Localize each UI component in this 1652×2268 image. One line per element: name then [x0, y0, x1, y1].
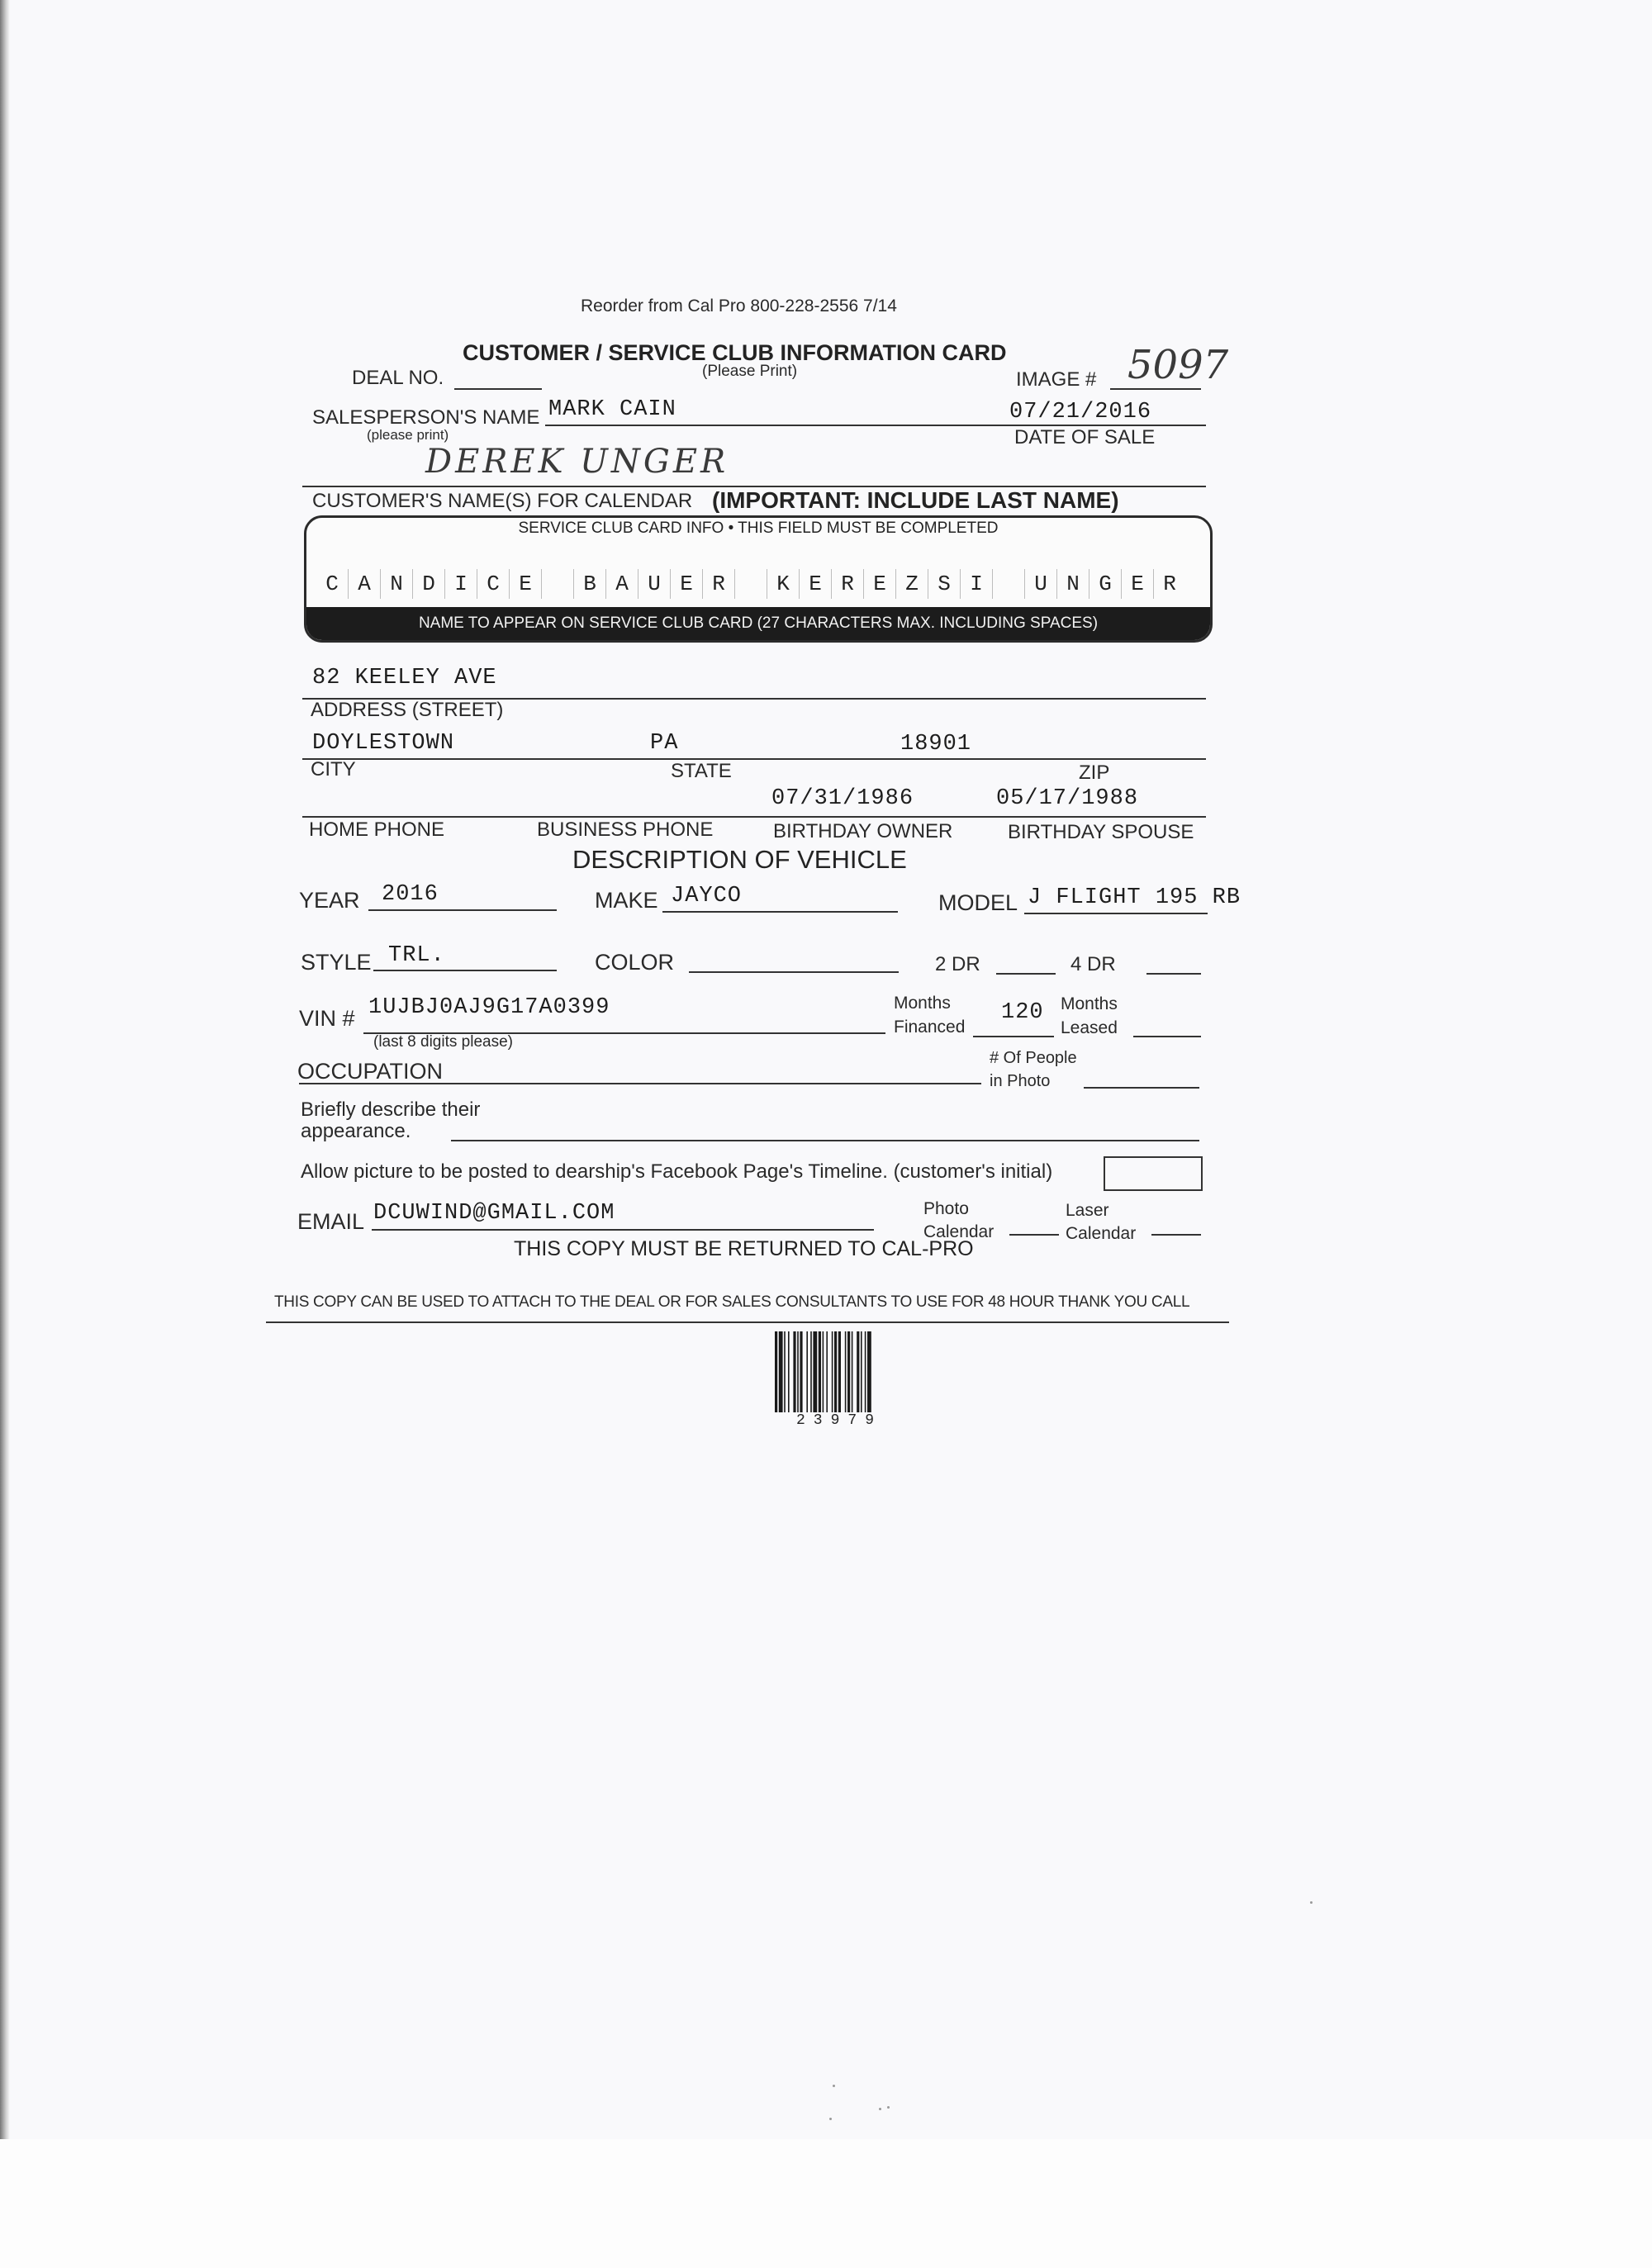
zip-label: ZIP	[1079, 762, 1110, 784]
barcode-bar	[867, 1331, 871, 1412]
form-title: CUSTOMER / SERVICE CLUB INFORMATION CARD	[463, 340, 1007, 365]
model-value[interactable]: J FLIGHT 195 RB	[1028, 885, 1241, 910]
service-card-letter-cell[interactable]: C	[477, 569, 509, 599]
make-line	[662, 911, 898, 913]
laser-calendar-label-2: Calendar	[1066, 1224, 1137, 1243]
service-card-letter-cell[interactable]: Z	[895, 569, 928, 599]
service-card-letter-cell[interactable]: A	[605, 569, 638, 599]
make-value[interactable]: JAYCO	[671, 884, 743, 909]
color-label: COLOR	[595, 950, 675, 975]
scan-bottom-band	[0, 2139, 1652, 2268]
barcode-bar	[852, 1331, 853, 1412]
barcode-bar	[857, 1331, 859, 1412]
service-card-letter-row[interactable]	[316, 569, 1185, 599]
barcode-bar	[779, 1331, 783, 1412]
email-line	[372, 1229, 874, 1231]
service-club-card	[304, 515, 1213, 643]
year-label: YEAR	[299, 888, 360, 913]
city-label: CITY	[311, 758, 356, 781]
customer-initial-box[interactable]	[1104, 1156, 1203, 1191]
barcode-bar	[797, 1331, 799, 1412]
deal-no-label: DEAL NO.	[352, 367, 444, 389]
email-value[interactable]: DCUWIND@GMAIL.COM	[373, 1201, 615, 1226]
address-value[interactable]: 82 KEELEY AVE	[312, 666, 497, 690]
barcode-bar	[813, 1331, 817, 1412]
barcode-bar	[800, 1331, 802, 1412]
appearance-label-2: appearance.	[301, 1120, 411, 1142]
service-card-letter-cell[interactable]: D	[412, 569, 444, 599]
please-print-note: (Please Print)	[702, 363, 798, 380]
business-phone-label: BUSINESS PHONE	[537, 818, 714, 841]
home-phone-label: HOME PHONE	[309, 818, 445, 841]
barcode-bar	[823, 1331, 824, 1412]
service-card-letter-cell[interactable]: U	[638, 569, 670, 599]
service-card-letter-cell[interactable]: R	[831, 569, 863, 599]
barcode-bar	[775, 1331, 777, 1412]
barcode-bar	[806, 1331, 808, 1412]
appearance-label-1: Briefly describe their	[301, 1098, 481, 1121]
laser-calendar-label-1: Laser	[1066, 1201, 1109, 1220]
four-door-line[interactable]	[1146, 973, 1201, 975]
vehicle-heading: DESCRIPTION OF VEHICLE	[572, 845, 907, 874]
salesperson-label: SALESPERSON'S NAME	[312, 406, 540, 429]
scan-speck	[829, 2118, 832, 2120]
birthday-owner-value[interactable]: 07/31/1986	[771, 786, 914, 811]
vin-value[interactable]: 1UJBJ0AJ9G17A0399	[368, 995, 610, 1020]
photo-calendar-line[interactable]	[1009, 1234, 1059, 1236]
months-financed-value[interactable]: 120	[1001, 1000, 1044, 1025]
service-card-letter-cell[interactable]: A	[348, 569, 380, 599]
months-leased-line	[1133, 1036, 1201, 1037]
style-value[interactable]: TRL.	[388, 943, 445, 968]
barcode-bar	[793, 1331, 795, 1412]
scan-speck	[1310, 1901, 1313, 1904]
barcode	[775, 1331, 904, 1412]
service-card-letter-cell[interactable]: N	[1056, 569, 1089, 599]
service-card-letter-cell[interactable]: S	[928, 569, 960, 599]
barcode-number: 23979	[795, 1412, 882, 1429]
color-line	[689, 971, 899, 973]
scan-speck	[879, 2108, 881, 2110]
service-card-letter-cell[interactable]: E	[799, 569, 831, 599]
service-card-letter-cell[interactable]: B	[573, 569, 605, 599]
return-note: THIS COPY MUST BE RETURNED TO CAL-PRO	[514, 1237, 974, 1260]
barcode-bar	[847, 1331, 850, 1412]
service-card-letter-cell[interactable]	[734, 569, 767, 599]
scan-speck	[833, 2085, 835, 2087]
style-line	[373, 970, 557, 971]
footer-line	[266, 1321, 1229, 1323]
service-card-letter-cell[interactable]: E	[1121, 569, 1153, 599]
address-label: ADDRESS (STREET)	[311, 699, 504, 721]
scan-speck	[887, 2106, 890, 2109]
barcode-bar	[784, 1331, 786, 1412]
laser-calendar-line[interactable]	[1151, 1234, 1201, 1236]
service-card-letter-cell[interactable]: K	[767, 569, 799, 599]
deal-no-line	[454, 388, 542, 390]
phones-line	[302, 816, 1206, 818]
birthday-spouse-value[interactable]: 05/17/1988	[996, 786, 1139, 811]
model-line	[1024, 913, 1208, 914]
scan-edge-shadow	[0, 0, 10, 2268]
barcode-bar	[834, 1331, 837, 1412]
salesperson-sublabel: (please print)	[367, 427, 449, 443]
barcode-bar	[819, 1331, 821, 1412]
city-line	[302, 758, 1206, 760]
email-label: EMAIL	[297, 1209, 365, 1234]
state-value[interactable]: PA	[650, 731, 679, 756]
service-card-title: SERVICE CLUB CARD INFO • THIS FIELD MUST BE COMPLETED	[518, 520, 999, 537]
barcode-bar	[861, 1331, 862, 1412]
customer-names-handwritten[interactable]: DEREK UNGER	[425, 443, 729, 481]
service-card-letter-cell[interactable]: U	[1024, 569, 1056, 599]
barcode-bar	[810, 1331, 812, 1412]
date-of-sale-value[interactable]: 07/21/2016	[1009, 400, 1152, 425]
barcode-bar	[838, 1331, 841, 1412]
occupation-line	[299, 1083, 981, 1084]
image-no-line	[1110, 388, 1201, 390]
service-card-letter-cell[interactable]: I	[960, 569, 992, 599]
barcode-bar	[865, 1331, 866, 1412]
salesperson-value[interactable]: MARK CAIN	[548, 397, 676, 422]
image-no-label: IMAGE #	[1016, 368, 1097, 391]
months-financed-line	[973, 1036, 1054, 1037]
service-card-footer: NAME TO APPEAR ON SERVICE CLUB CARD (27 CHARACTERS MAX. INCLUDING SPACES)	[306, 607, 1210, 640]
make-label: MAKE	[595, 888, 658, 913]
months-financed-label-1: Months	[894, 994, 951, 1013]
barcode-bar	[845, 1331, 847, 1412]
service-card-letter-cell[interactable]: G	[1089, 569, 1121, 599]
customer-names-important: (IMPORTANT: INCLUDE LAST NAME)	[712, 487, 1119, 513]
reorder-note: Reorder from Cal Pro 800-228-2556 7/14	[581, 297, 897, 316]
image-no-value[interactable]: 5097	[1127, 342, 1229, 388]
two-door-label: 2 DR	[935, 953, 980, 975]
customer-names-label: CUSTOMER'S NAME(S) FOR CALENDAR	[312, 490, 693, 512]
style-label: STYLE	[301, 950, 372, 975]
vin-label: VIN #	[299, 1006, 355, 1031]
model-label: MODEL	[938, 890, 1018, 915]
service-card-letter-cell[interactable]: E	[509, 569, 541, 599]
service-card-letter-cell[interactable]	[541, 569, 573, 599]
occupation-label: OCCUPATION	[297, 1059, 444, 1084]
people-in-photo-line	[1084, 1087, 1199, 1089]
people-in-photo-label-1: # Of People	[990, 1049, 1077, 1067]
service-card-letter-cell[interactable]: E	[670, 569, 702, 599]
vin-note: (last 8 digits please)	[373, 1033, 513, 1051]
two-door-line[interactable]	[996, 973, 1056, 975]
birthday-spouse-label: BIRTHDAY SPOUSE	[1008, 821, 1194, 843]
service-card-letter-cell[interactable]: C	[325, 572, 339, 596]
barcode-bar	[788, 1331, 790, 1412]
zip-value[interactable]: 18901	[900, 732, 972, 757]
service-card-letter-cell[interactable]: N	[380, 569, 412, 599]
barcode-bar	[826, 1331, 828, 1412]
service-card-letter-cell[interactable]	[992, 569, 1024, 599]
service-card-letter-cell[interactable]: I	[444, 569, 477, 599]
appearance-line	[451, 1140, 1199, 1141]
service-card-letter-cell[interactable]: R	[1153, 569, 1185, 599]
facebook-permission-text: Allow picture to be posted to dearship's Facebook Page's Timeline. (customer's initial)	[301, 1160, 1053, 1183]
city-value[interactable]: DOYLESTOWN	[312, 731, 455, 756]
birthday-owner-label: BIRTHDAY OWNER	[773, 820, 953, 842]
barcode-bar	[832, 1331, 833, 1412]
months-financed-label-2: Financed	[894, 1018, 966, 1037]
photo-calendar-label-1: Photo	[923, 1199, 969, 1218]
months-leased-label-2: Leased	[1061, 1018, 1118, 1037]
service-card-letter-cell[interactable]: R	[702, 569, 734, 599]
months-leased-label-1: Months	[1061, 994, 1118, 1013]
state-label: STATE	[671, 760, 732, 782]
service-card-letter-cell[interactable]: E	[863, 569, 895, 599]
four-door-label: 4 DR	[1070, 953, 1116, 975]
year-line	[368, 909, 557, 911]
people-in-photo-label-2: in Photo	[990, 1072, 1051, 1090]
date-of-sale-label: DATE OF SALE	[1014, 426, 1156, 448]
photo-calendar-label-2: Calendar	[923, 1222, 995, 1241]
footer-note: THIS COPY CAN BE USED TO ATTACH TO THE DEAL OR FOR SALES CONSULTANTS TO USE FOR 48 HOUR THANK YOU CALL	[274, 1293, 1190, 1311]
year-value[interactable]: 2016	[382, 882, 439, 907]
